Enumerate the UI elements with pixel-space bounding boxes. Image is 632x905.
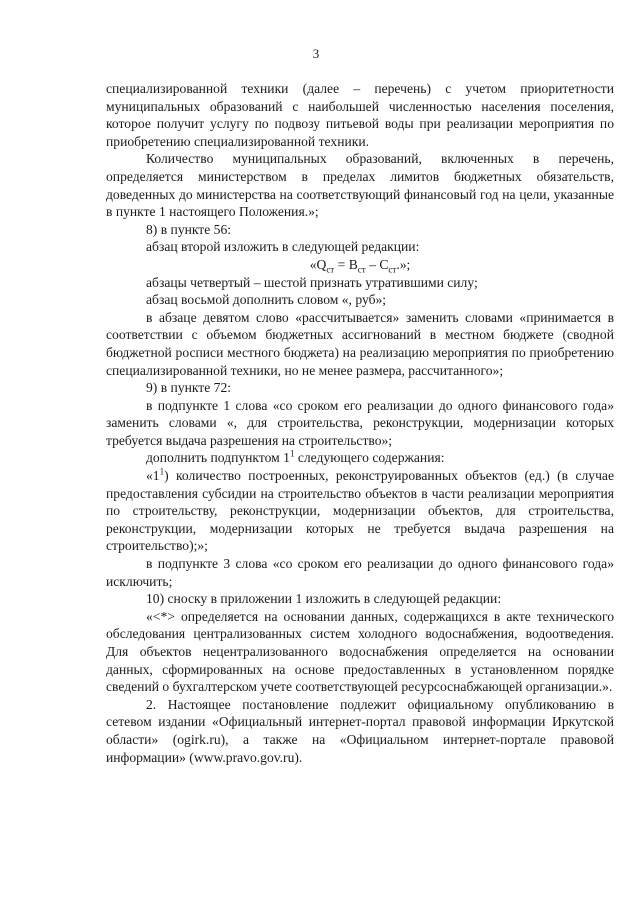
paragraph: абзац восьмой дополнить словом «, руб»; [146,292,387,308]
paragraph: в абзаце девятом слово «рассчитывается» заменить словами «принимается в соответствии с объемом бюджетных ассигнований в местном бюджете (сводной бюджетной росписи местного бюджета) на реализацию мероприятия по приобретению специализированной техники, но не менее размера, рассчитанного»; [106,309,614,378]
formula-minus: – C [365,256,389,272]
formula-q-sub: ст [326,264,335,275]
formula-open: «Q [309,256,327,272]
formula-c-sub: ст [388,264,397,275]
formula [106,256,614,274]
formula-close: .»; [396,256,411,272]
formula-b-sub: ст [357,264,366,275]
paragraph: 2. Настоящее постановление подлежит официальному опубликованию в сетевом издании «Официальный интернет-портал правовой информации Иркутской области» (ogirk.ru), а также на «Официальном интернет-портале правовой информации» (www.pravo.gov.ru). [106,696,614,765]
p11-sup: 1 [289,448,295,459]
formula-eq: = B [334,256,358,272]
paragraph: 10) сноску в приложении 1 изложить в следующей редакции: [146,591,502,607]
p12-after: ) количество построенных, реконструированных объектов (ед.) (в случае предоставления субсидии на строительство объектов в части реализации мероприятия по строительству, реконструкции, модернизации объектов, для строительства, реконструкции, модернизации которых не требуется выдача разрешения на строительство);»; [106,468,614,554]
paragraph: «<*> определяется на основании данных, содержащихся в акте технического обследования централизованных систем холодного водоснабжения, водоотведения. Для объектов нецентрализованного водоснабжения определяется на основании данных, сформированных на основе предоставленных в установленном порядке сведений о бухгалтерском учете соответствующей ресурсоснабжающей организации.». [106,608,614,695]
paragraph: в подпункте 1 слова «со сроком его реализации до одного финансового года» заменить словами «, для строительства, реконструкции, модернизации которых требуется выдача разрешения на строительство»; [106,397,614,448]
p12-sup: 1 [159,466,165,477]
paragraph: Количество муниципальных образований, включенных в перечень, определяется министерством в пределах лимитов бюджетных обязательств, доведенных до министерства на соответствующий финансовый год на цели, указанные в пункте 1 настоящего Положения.»; [106,151,614,220]
paragraph [106,467,614,555]
paragraph: абзацы четвертый – шестой признать утратившими силу; [146,274,478,290]
p11-after: следующего содержания: [294,450,445,466]
paragraph: 8) в пункте 56: [146,221,232,237]
page-number: 3 [312,46,320,61]
paragraph: специализированной техники (далее – перечень) с учетом приоритетности муниципальных образований с наибольшей численностью населения поселения, которое получит услугу по подвозу питьевой воды при реализации мероприятия по приобретению специализированной техники. [106,81,614,149]
p11-before: дополнить подпунктом 1 [146,450,290,466]
p12-before: «1 [146,468,160,484]
document-body [106,80,614,766]
paragraph [106,449,614,467]
paragraph: 9) в пункте 72: [146,380,232,396]
paragraph: в подпункте 3 слова «со сроком его реализации до одного финансового года» исключить; [106,556,614,589]
paragraph: абзац второй изложить в следующей редакции: [146,239,420,255]
